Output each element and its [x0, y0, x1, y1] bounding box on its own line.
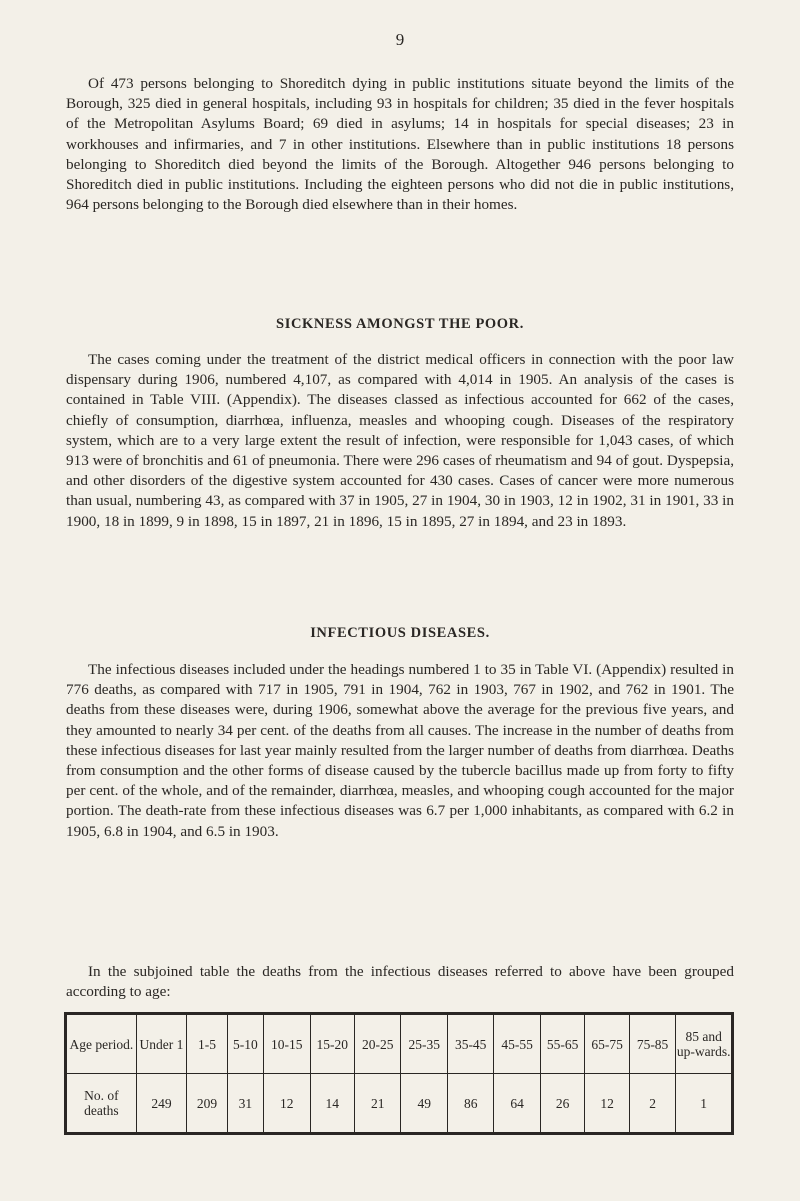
deaths-cell: 14	[310, 1074, 354, 1134]
age-period-cell: 85 and up-wards.	[676, 1014, 733, 1074]
deaths-cell: 249	[136, 1074, 187, 1134]
paragraph-sickness: The cases coming under the treatment of the district medical officers in connection with the poor law dispensary during 1906, numbered 4,107, as compared with 4,014 in 1905. An analysis of the cases is contained in Table VIII. (Appendix). The diseases classed as infectious accounted for 662 of the cases, chiefly of consumption, diarrhœa, influenza, measles and whooping cough. Diseases of the respiratory system, which are to a very large extent the result of infection, were responsible for 1,043 cases, of which 913 were of bronchitis and 61 of pneumonia. There were 296 cases of rheumatism and 94 of gout. Dyspepsia, and other disorders of the digestive system accounted for 430 cases. Cases of cancer were more numerous than usual, numbering 43, as compared with 37 in 1905, 27 in 1904, 30 in 1903, 12 in 1902, 31 in 1901, 33 in 1900, 18 in 1899, 9 in 1898, 15 in 1897, 21 in 1896, 15 in 1895, 27 in 1894, and 23 in 1893.	[66, 351, 734, 530]
age-period-cell: 65-75	[585, 1014, 629, 1074]
age-period-cell: 45-55	[494, 1014, 540, 1074]
deaths-cell: 209	[187, 1074, 227, 1134]
heading-sickness-amongst-poor: SICKNESS AMONGST THE POOR.	[276, 316, 524, 332]
paragraph-table-intro: In the subjoined table the deaths from the infectious diseases referred to above have been grouped according to age:	[66, 963, 734, 1001]
age-period-cell: 10-15	[264, 1014, 310, 1074]
row-label-age-period: Age period.	[66, 1014, 137, 1074]
deaths-cell: 49	[401, 1074, 447, 1134]
deaths-cell: 26	[540, 1074, 584, 1134]
deaths-cell: 64	[494, 1074, 540, 1134]
paragraph-infectious-diseases: The infectious diseases included under the headings numbered 1 to 35 in Table VI. (Appendix) resulted in 776 deaths, as compared with 717 in 1905, 791 in 1904, 762 in 1903, 767 in 1902, and 762 in 1901. The deaths from these diseases were, during 1906, somewhat above the average for the previous five years, and they amounted to nearly 34 per cent. of the deaths from all causes. The increase in the number of deaths from these infectious diseases for last year mainly resulted from the larger number of deaths from diarrhœa. Deaths from consumption and the other forms of disease caused by the tubercle bacillus made up from forty to fifty per cent. of the whole, and of the remainder, diarrhœa, measles, and whooping cough accounted for the major portion. The death-rate from these infectious diseases was 6.7 per 1,000 inhabitants, as compared with 6.2 in 1905, 6.8 in 1904, and 6.5 in 1903.	[66, 661, 734, 840]
deaths-cell: 86	[447, 1074, 493, 1134]
deaths-row	[66, 1074, 733, 1134]
paragraph-institution-deaths: Of 473 persons belonging to Shoreditch dying in public institutions situate beyond the limits of the Borough, 325 died in general hospitals, including 93 in hospitals for children; 35 died in the fever hospitals of the Metropolitan Asylums Board; 69 died in asylums; 14 in hospitals for special diseases; 23 in workhouses and infirmaries, and 7 in other institutions. Elsewhere than in public institutions 18 persons belonging to Shoreditch died beyond the limits of the Borough. Altogether 946 persons belonging to Shoreditch died in public institutions. Including the eighteen persons who did not die in public institutions, 964 persons belonging to the Borough died elsewhere than in their homes.	[66, 75, 734, 214]
age-period-cell: 1-5	[187, 1014, 227, 1074]
age-period-cell: 5-10	[227, 1014, 263, 1074]
deaths-cell: 2	[629, 1074, 675, 1134]
deaths-cell: 31	[227, 1074, 263, 1134]
deaths-cell: 21	[354, 1074, 400, 1134]
deaths-cell: 12	[585, 1074, 629, 1134]
deaths-cell: 1	[676, 1074, 733, 1134]
heading-infectious-diseases: INFECTIOUS DISEASES.	[310, 625, 490, 641]
age-period-cell: 20-25	[354, 1014, 400, 1074]
deaths-by-age-table	[64, 1012, 734, 1135]
row-label-deaths: No. of deaths	[66, 1074, 137, 1134]
age-period-cell: Under 1	[136, 1014, 187, 1074]
age-period-cell: 55-65	[540, 1014, 584, 1074]
age-period-cell: 75-85	[629, 1014, 675, 1074]
deaths-cell: 12	[264, 1074, 310, 1134]
age-period-cell: 15-20	[310, 1014, 354, 1074]
age-period-cell: 25-35	[401, 1014, 447, 1074]
age-period-row	[66, 1014, 733, 1074]
age-period-cell: 35-45	[447, 1014, 493, 1074]
page-number: 9	[395, 30, 405, 49]
